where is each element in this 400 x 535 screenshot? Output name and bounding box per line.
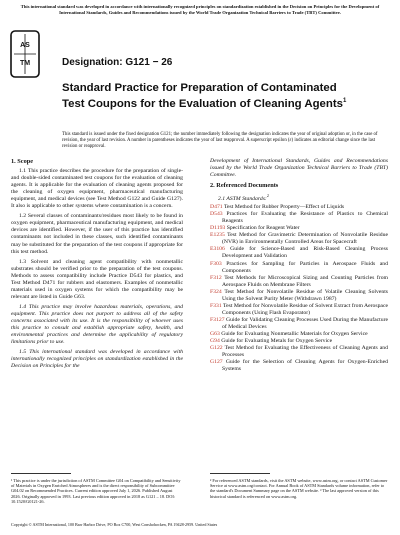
paragraph-1-4: 1.4 This practice may involve hazardous materials, operations, and equipment. This practice does not purport to address all of the safety concerns associated with its use. It is the responsibility of whoever uses this practice to consult and establish appropriate safety, health, and environmental practices and determine the applicability of regulatory limitations prior to use.: [11, 303, 183, 346]
svg-text:TM: TM: [19, 60, 31, 67]
reference-item: [210, 232, 388, 246]
reference-item: [210, 331, 388, 338]
reference-code-link[interactable]: D543: [210, 211, 223, 218]
reference-title: Guide for Evaluating Nonmetallic Materials for Oxygen Service: [219, 330, 368, 337]
footnote-divider: [210, 473, 270, 474]
reference-code-link[interactable]: G122: [210, 345, 223, 352]
reference-item: [210, 275, 388, 289]
reference-code-link[interactable]: E3106: [210, 246, 225, 253]
reference-title: Practices for Evaluating the Resistance of Plastics to Chemical Reagents: [222, 211, 388, 225]
reference-title: Test Method for Evaluating the Effectiveness of Cleaning Agents and Processes: [222, 345, 388, 359]
reference-item: [210, 289, 388, 303]
reference-code-link[interactable]: G127: [210, 359, 223, 366]
reference-title: Guide for Evaluating Metals for Oxygen Service: [219, 338, 333, 345]
reference-title: Specification for Reagent Water: [225, 225, 300, 232]
footnote-2: ² For referenced ASTM standards, visit the ASTM website, www.astm.org, or contact ASTM Customer Service at www.astm.org/contact. For Annual Book of ASTM Standards volume information, refer to the standard's Document Summary page on the ASTM website. ³ The last approved version of this historical standard is referenced on www.astm.org.: [210, 478, 388, 499]
reference-title: Test Method for Nonvolatile Residue of Volatile Cleaning Solvents Using the Solvent Purity Meter (Withdrawn 1987): [221, 288, 388, 302]
reference-title: Guide for the Selection of Cleaning Agents for Oxygen-Enriched Systems: [222, 359, 388, 373]
reference-item: [210, 261, 388, 275]
reference-item: [210, 359, 388, 373]
reference-title: Practices for Sampling for Particles in Aerospace Fluids and Components: [221, 260, 388, 274]
svg-text:AS: AS: [20, 42, 30, 49]
reference-code-link[interactable]: F312: [210, 274, 222, 281]
reference-title: Test Method for Rubber Property—Effect of Liquids: [222, 204, 345, 211]
reference-title: Test Methods for Microscopical Sizing and Counting Particles from Aerospace Fluids on Membrane Filters: [221, 274, 388, 288]
reference-item: [210, 303, 388, 317]
reference-code-link[interactable]: F3127: [210, 316, 225, 323]
document-title: [62, 82, 362, 111]
reference-item: [210, 246, 388, 260]
astm-logo-icon: [10, 30, 40, 78]
paragraph-1-1: 1.1 This practice describes the procedure for the preparation of single- and double-sided contaminated test coupons for the evaluation of cleaning agents. It is applicable for the evaluation of cleaning agents proposed for the cleaning of oxygen equipment, pharmaceutical manufacturing equipment, and medical devices (see Test Method G122 and Guide G127). It also is applicable to other systems where contamination is a concern.: [11, 168, 183, 210]
reference-title: Test Method for Nonvolatile Residue of Solvent Extract from Aerospace Components (Using Flash Evaporator): [221, 302, 388, 316]
reference-code-link[interactable]: E1235: [210, 232, 225, 239]
trade-notice: This international standard was developed in accordance with internationally recognized principles on standardization established in the Decision on Principles for the Development of International Standards, Guides and Recommendations issued by the World Trade Organization Technical Barriers to Trade (TBT) Committee.: [20, 4, 380, 15]
title-text: Standard Practice for Preparation of Contaminated Test Coupons for the Evaluation of Cleaning Agents: [62, 82, 343, 110]
standard-issue-note: This standard is issued under the fixed designation G121; the number immediately following the designation indicates the year of original adoption or, in the case of revision, the year of last revision. A number in parentheses indicates the year of last reapproval. A superscript epsilon (ε) indicates an editorial change since the last revision or reapproval.: [62, 132, 378, 149]
paragraph-1-2: 1.2 Several classes of contaminants/residues most likely to be found in oxygen equipment, pharmaceutical manufacturing equipment, and medical devices are identified. However, if the user of this practice has identified contaminants not included in these classes, such identified contaminants may be substituted for the preparation of the test coupons if appropriate for this test method.: [11, 213, 183, 255]
footnote-divider: [11, 473, 71, 474]
designation: Designation: G121 − 26: [62, 57, 173, 68]
reference-item: [210, 317, 388, 331]
paragraph-1-3: 1.3 Solvent and cleaning agent compatibility with nonmetallic substrates should be verified prior to the preparation of the test coupons. Methods to assess compatibility include Practice D543 for plastics, and Test Method D471 for rubbers and elastomers. Examples of nonmetallic materials used in oxygen systems for which the compatibility may be relevant are listed in Guide G63.: [11, 258, 183, 300]
reference-code-link[interactable]: D1193: [210, 225, 226, 232]
reference-title: Guide for Validating Cleaning Processes Used During the Manufacture of Medical Devices: [222, 316, 388, 330]
astm-standards-subheading: 2.1 ASTM Standards:$^2$: [218, 193, 269, 203]
left-column: [11, 158, 183, 373]
reference-code-link[interactable]: F331: [210, 302, 222, 309]
reference-code-link[interactable]: G63: [210, 330, 220, 337]
paragraph-1-5: 1.5 This international standard was developed in accordance with internationally recognized principles on standardization established in the Decision on Principles for the: [11, 349, 183, 370]
section-heading-referenced-documents: 2. Referenced Documents: [210, 182, 279, 190]
reference-list: [210, 204, 388, 373]
right-column: [210, 158, 388, 373]
reference-code-link[interactable]: F324: [210, 288, 222, 295]
paragraph-continuation: Development of International Standards, Guides and Recommendations issued by the World Trade Organization Technical Barriers to Trade (TBT) Committee.: [210, 158, 388, 179]
copyright-line: Copyright © ASTM International, 100 Barr Harbor Drive, PO Box C700, West Conshohocken, PA 19428-2959. United States: [11, 522, 218, 527]
reference-code-link[interactable]: D471: [210, 204, 223, 211]
reference-item: [210, 211, 388, 225]
title-footnote-marker: 1: [342, 98, 347, 104]
reference-title: Test Method for Gravimetric Determination of Nonvolatile Residue (NVR) in Environmentally Controlled Areas for Spacecraft: [222, 232, 388, 246]
section-heading-scope: 1. Scope: [11, 158, 34, 165]
reference-item: [210, 338, 388, 345]
reference-title: Guide for Science-Based and Risk-Based Cleaning Process Development and Validation: [222, 246, 388, 260]
footnote-1: ¹ This practice is under the jurisdiction of ASTM Committee G04 on Compatibility and Sensitivity of Materials in Oxygen Enriched Atmospheres and is the direct responsibility of Subcommittee G04.02 on Recommended Practices. Current edition approved July 1, 2026. Published August 2026. Originally approved in 1993. Last previous edition approved in 2018 as G121 – 18. DOI: 10.1520/G0121-26.: [11, 478, 181, 504]
reference-code-link[interactable]: G94: [210, 338, 220, 345]
reference-code-link[interactable]: F303: [210, 260, 222, 267]
reference-item: [210, 345, 388, 359]
